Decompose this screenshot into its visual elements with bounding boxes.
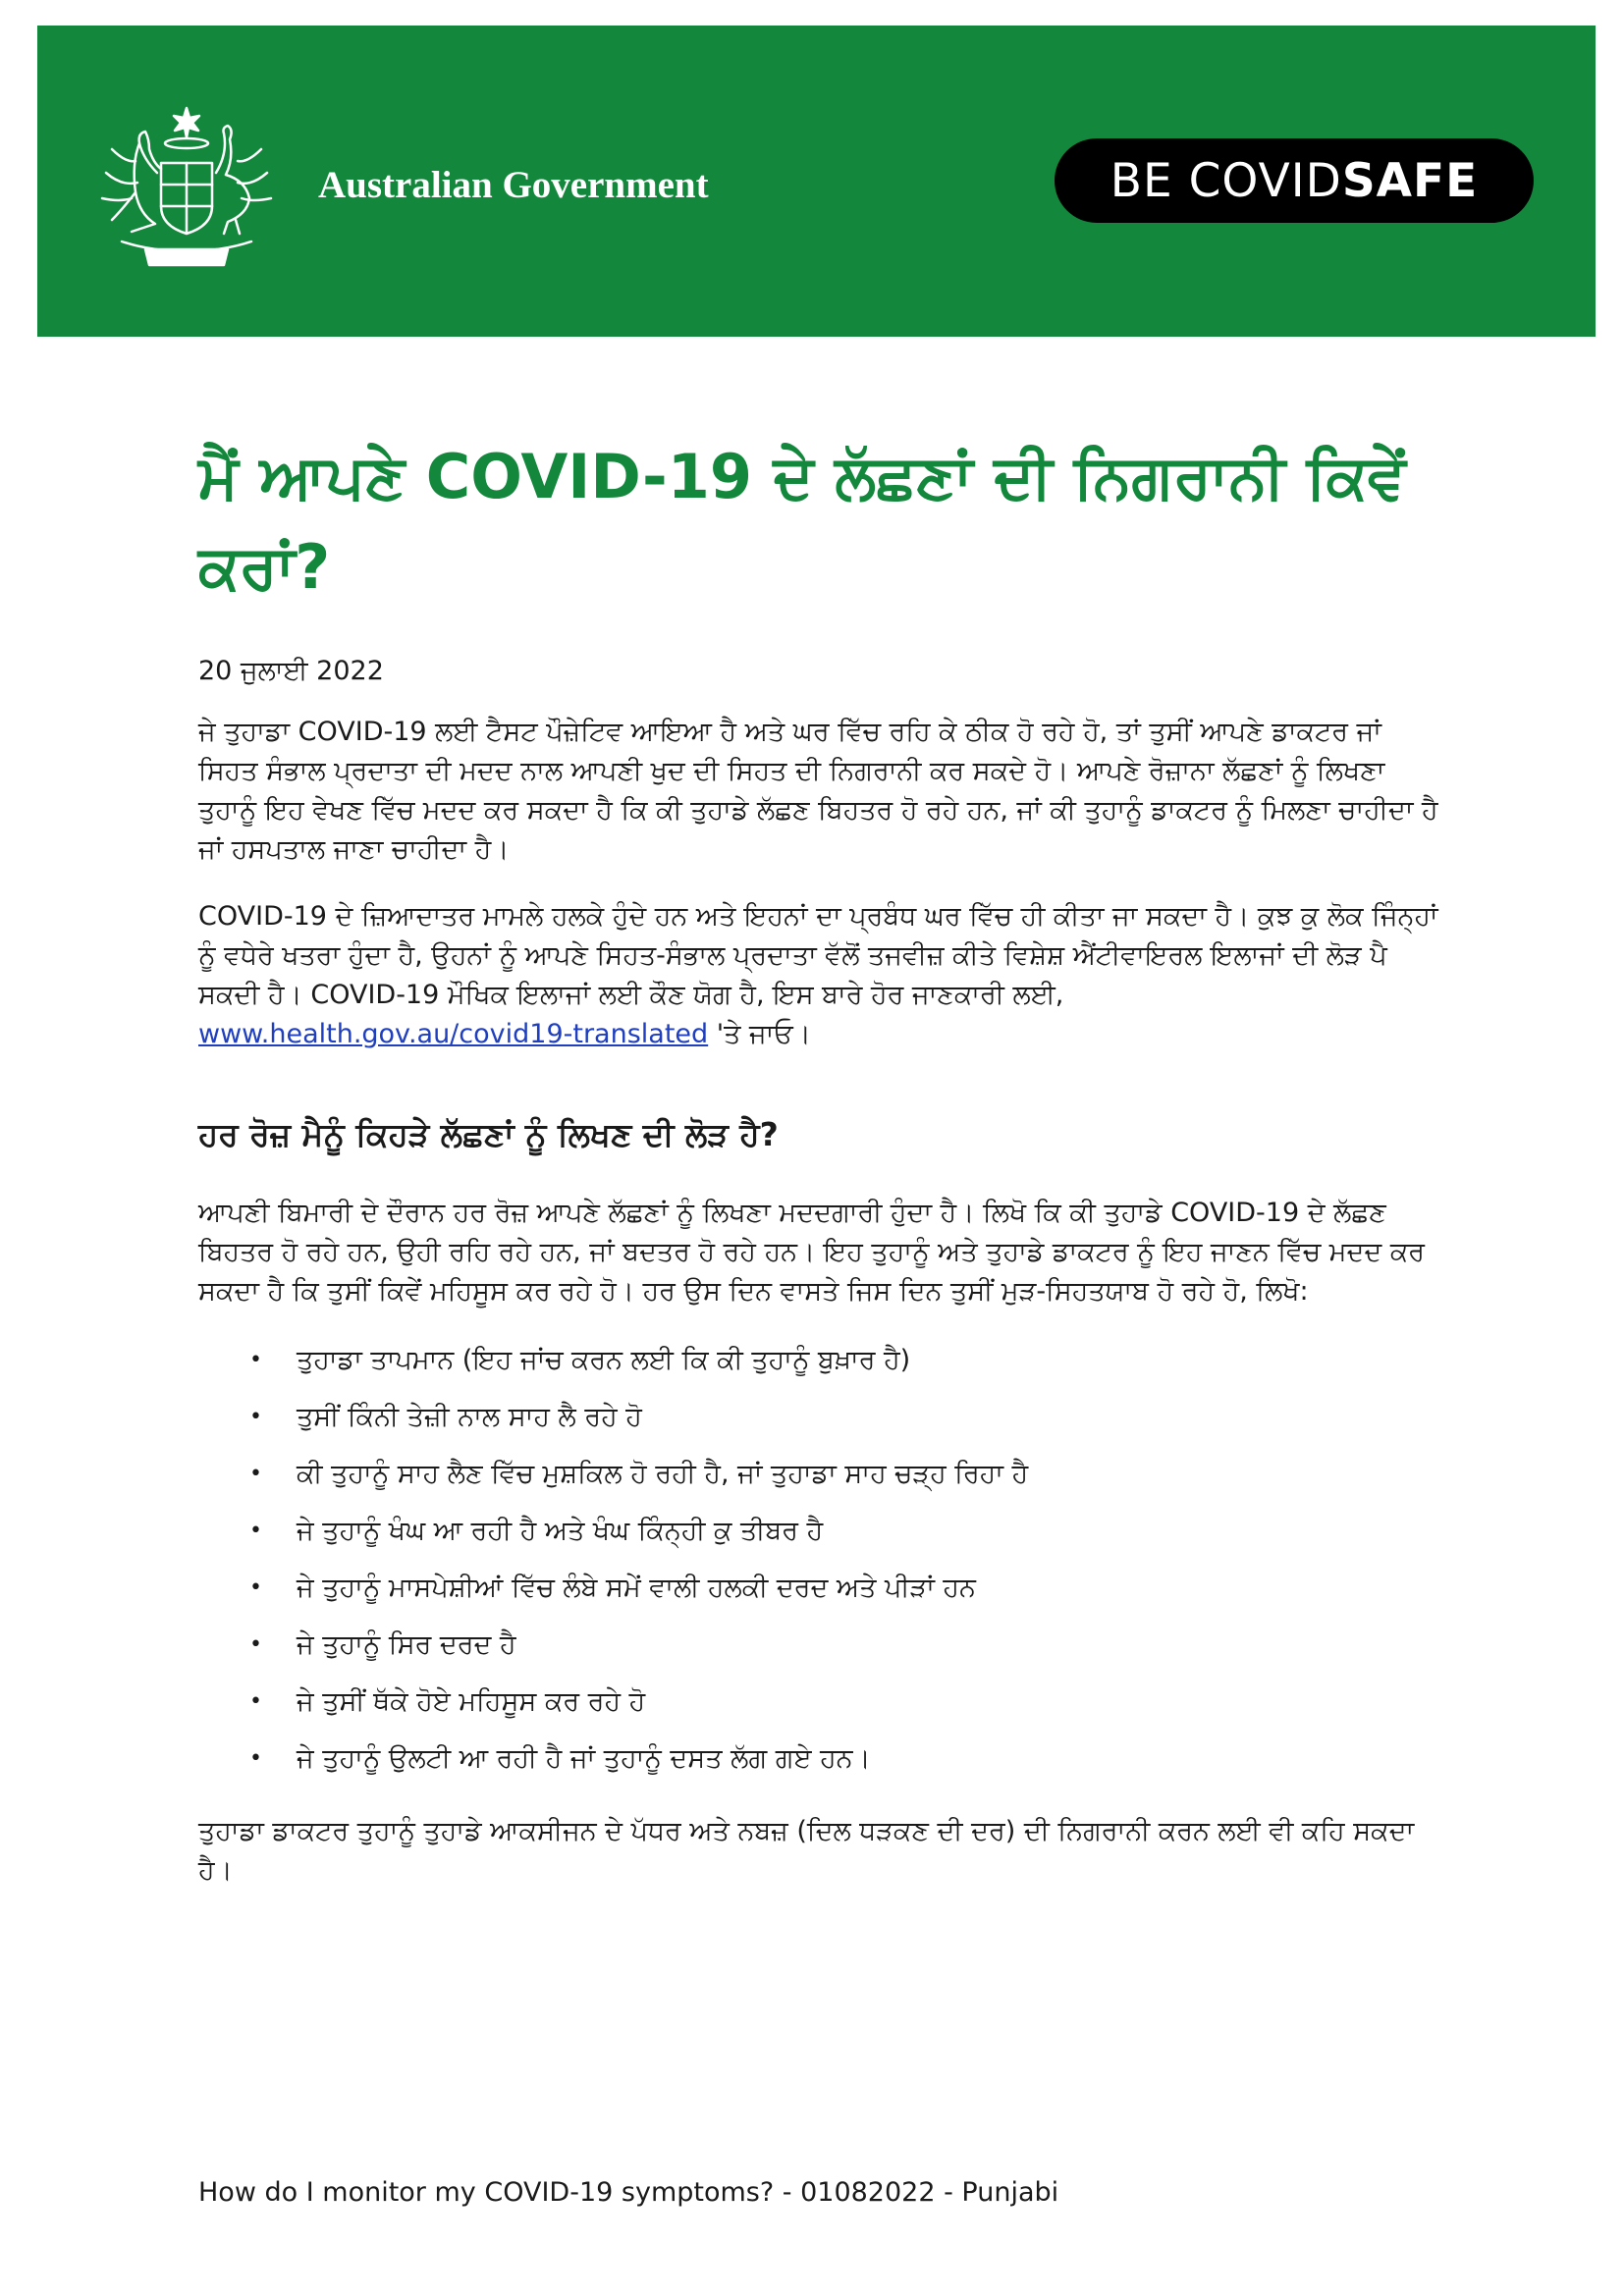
- list-item-text: ਜੇ ਤੁਹਾਨੂੰ ਖੰਘ ਆ ਰਹੀ ਹੈ ਅਤੇ ਖੰਘ ਕਿੰਨ੍ਹੀ ਕੁ ਤੀਬਰ ਹੈ: [297, 1516, 824, 1546]
- document-body: [198, 432, 1445, 1891]
- list-item-text: ਤੁਸੀਂ ਕਿੰਨੀ ਤੇਜ਼ੀ ਨਾਲ ਸਾਹ ਲੈ ਰਹੇ ਹੋ: [297, 1402, 642, 1432]
- list-item: [249, 1398, 1445, 1437]
- intro-paragraph-2-text: COVID-19 ਦੇ ਜ਼ਿਆਦਾਤਰ ਮਾਮਲੇ ਹਲਕੇ ਹੁੰਦੇ ਹਨ ਅਤੇ ਇਹਨਾਂ ਦਾ ਪ੍ਰਬੰਧ ਘਰ ਵਿੱਚ ਹੀ ਕੀਤਾ ਜਾ ਸਕਦਾ ਹੈ। ਕੁਝ ਕੁ ਲੋਕ ਜਿੰਨ੍ਹਾਂ ਨੂੰ ਵਧੇਰੇ ਖਤਰਾ ਹੁੰਦਾ ਹੈ, ਉਹਨਾਂ ਨੂੰ ਆਪਣੇ ਸਿਹਤ-ਸੰਭਾਲ ਪ੍ਰਦਾਤਾ ਵੱਲੋਂ ਤਜਵੀਜ਼ ਕੀਤੇ ਵਿਸ਼ੇਸ਼ ਐਂਟੀਵਾਇਰਲ ਇਲਾਜਾਂ ਦੀ ਲੋੜ ਪੈ ਸਕਦੀ ਹੈ। COVID-19 ਮੌਖਿਕ ਇਲਾਜਾਂ ਲਈ ਕੌਣ ਯੋਗ ਹੈ, ਇਸ ਬਾਰੇ ਹੋਰ ਜਾਣਕਾਰੀ ਲਈ,: [198, 901, 1438, 1010]
- section-paragraph: ਆਪਣੀ ਬਿਮਾਰੀ ਦੇ ਦੌਰਾਨ ਹਰ ਰੋਜ਼ ਆਪਣੇ ਲੱਛਣਾਂ ਨੂੰ ਲਿਖਣਾ ਮਦਦਗਾਰੀ ਹੁੰਦਾ ਹੈ। ਲਿਖੋ ਕਿ ਕੀ ਤੁਹਾਡੇ COVID-19 ਦੇ ਲੱਛਣ ਬਿਹਤਰ ਹੋ ਰਹੇ ਹਨ, ਉਹੀ ਰਹਿ ਰਹੇ ਹਨ, ਜਾਂ ਬਦਤਰ ਹੋ ਰਹੇ ਹਨ। ਇਹ ਤੁਹਾਨੂੰ ਅਤੇ ਤੁਹਾਡੇ ਡਾਕਟਰ ਨੂੰ ਇਹ ਜਾਣਨ ਵਿੱਚ ਮਦਦ ਕਰ ਸਕਦਾ ਹੈ ਕਿ ਤੁਸੀਂ ਕਿਵੇਂ ਮਹਿਸੂਸ ਕਰ ਰਹੇ ਹੋ। ਹਰ ਉਸ ਦਿਨ ਵਾਸਤੇ ਜਿਸ ਦਿਨ ਤੁਸੀਂ ਮੁੜ-ਸਿਹਤਯਾਬ ਹੋ ਰਹੇ ਹੋ, ਲਿਖੋ:: [198, 1198, 1426, 1307]
- bullet-icon: •: [249, 1519, 262, 1543]
- bullet-icon: •: [249, 1348, 262, 1372]
- list-item: [249, 1512, 1445, 1551]
- intro-paragraph-2: [198, 897, 1445, 1054]
- government-name: Australian Government: [318, 164, 709, 206]
- intro-paragraph-1: ਜੇ ਤੁਹਾਡਾ COVID-19 ਲਈ ਟੈਸਟ ਪੌਜ਼ੇਟਿਵ ਆਇਆ ਹੈ ਅਤੇ ਘਰ ਵਿੱਚ ਰਹਿ ਕੇ ਠੀਕ ਹੋ ਰਹੇ ਹੋ, ਤਾਂ ਤੁਸੀਂ ਆਪਣੇ ਡਾਕਟਰ ਜਾਂ ਸਿਹਤ ਸੰਭਾਲ ਪ੍ਰਦਾਤਾ ਦੀ ਮਦਦ ਨਾਲ ਆਪਣੀ ਖੁਦ ਦੀ ਸਿਹਤ ਦੀ ਨਿਗਰਾਨੀ ਕਰ ਸਕਦੇ ਹੋ। ਆਪਣੇ ਰੋਜ਼ਾਨਾ ਲੱਛਣਾਂ ਨੂੰ ਲਿਖਣਾ ਤੁਹਾਨੂੰ ਇਹ ਵੇਖਣ ਵਿੱਚ ਮਦਦ ਕਰ ਸਕਦਾ ਹੈ ਕਿ ਕੀ ਤੁਹਾਡੇ ਲੱਛਣ ਬਿਹਤਰ ਹੋ ਰਹੇ ਹਨ, ਜਾਂ ਕੀ ਤੁਹਾਨੂੰ ਡਾਕਟਰ ਨੂੰ ਮਿਲਣਾ ਚਾਹੀਦਾ ਹੈ ਜਾਂ ਹਸਪਤਾਲ ਜਾਣਾ ਚਾਹੀਦਾ ਹੈ।: [198, 717, 1438, 865]
- link-suffix: 'ਤੇ ਜਾਓ।: [708, 1019, 811, 1049]
- header-banner: [37, 26, 1596, 337]
- page-footer: How do I monitor my COVID-19 symptoms? - 01082022 - Punjabi: [198, 2177, 1059, 2208]
- list-item: [249, 1626, 1445, 1665]
- section-heading: ਹਰ ਰੋਜ਼ ਮੈਨੂੰ ਕਿਹੜੇ ਲੱਛਣਾਂ ਨੂੰ ਲਿਖਣ ਦੀ ਲੋੜ ਹੈ?: [198, 1115, 779, 1153]
- symptom-list: [198, 1341, 1445, 1779]
- list-item: [249, 1569, 1445, 1608]
- list-item: [249, 1682, 1445, 1722]
- bullet-icon: •: [249, 1632, 262, 1657]
- be-covidsafe-badge: [1055, 138, 1534, 223]
- list-item-text: ਜੇ ਤੁਹਾਨੂੰ ਉਲਟੀ ਆ ਰਹੀ ਹੈ ਜਾਂ ਤੁਹਾਨੂੰ ਦਸਤ ਲੱਗ ਗਏ ਹਨ।: [297, 1743, 871, 1774]
- publication-date: 20 ਜੁਲਾਈ 2022: [198, 656, 384, 686]
- list-item-text: ਜੇ ਤੁਹਾਨੂੰ ਸਿਰ ਦਰਦ ਹੈ: [297, 1629, 516, 1660]
- list-item: [249, 1739, 1445, 1779]
- list-item: [249, 1341, 1445, 1380]
- list-item-text: ਤੁਹਾਡਾ ਤਾਪਮਾਨ (ਇਹ ਜਾਂਚ ਕਰਨ ਲਈ ਕਿ ਕੀ ਤੁਹਾਨੂੰ ਬੁਖ਼ਾਰ ਹੈ): [297, 1345, 911, 1375]
- bullet-icon: •: [249, 1689, 262, 1714]
- page-title: ਮੈਂ ਆਪਣੇ COVID-19 ਦੇ ਲੱਛਣਾਂ ਦੀ ਨਿਗਰਾਨੀ ਕਿਵੇਂ ਕਰਾਂ?: [198, 441, 1406, 603]
- list-item-text: ਕੀ ਤੁਹਾਨੂੰ ਸਾਹ ਲੈਣ ਵਿੱਚ ਮੁਸ਼ਕਿਲ ਹੋ ਰਹੀ ਹੈ, ਜਾਂ ਤੁਹਾਡਾ ਸਾਹ ਚੜ੍ਹ ਰਿਹਾ ਹੈ: [297, 1459, 1029, 1489]
- bullet-icon: •: [249, 1405, 262, 1429]
- health-translated-link[interactable]: www.health.gov.au/covid19-translated: [198, 1019, 709, 1049]
- list-item-text: ਜੇ ਤੁਹਾਨੂੰ ਮਾਸਪੇਸ਼ੀਆਂ ਵਿੱਚ ਲੰਬੇ ਸਮੇਂ ਵਾਲੀ ਹਲਕੀ ਦਰਦ ਅਤੇ ਪੀੜਾਂ ਹਨ: [297, 1573, 976, 1603]
- badge-text-regular: BE COVID: [1110, 153, 1342, 208]
- bullet-icon: •: [249, 1746, 262, 1771]
- bullet-icon: •: [249, 1462, 262, 1486]
- closing-paragraph: ਤੁਹਾਡਾ ਡਾਕਟਰ ਤੁਹਾਨੂੰ ਤੁਹਾਡੇ ਆਕਸੀਜਨ ਦੇ ਪੱਧਰ ਅਤੇ ਨਬਜ਼ (ਦਿਲ ਧੜਕਣ ਦੀ ਦਰ) ਦੀ ਨਿਗਰਾਨੀ ਕਰਨ ਲਈ ਵੀ ਕਹਿ ਸਕਦਾ ਹੈ।: [198, 1816, 1415, 1886]
- list-item-text: ਜੇ ਤੁਸੀਂ ਥੱਕੇ ਹੋਏ ਮਹਿਸੂਸ ਕਰ ਰਹੇ ਹੋ: [297, 1686, 646, 1717]
- list-item: [249, 1455, 1445, 1494]
- badge-text-bold: SAFE: [1341, 153, 1479, 208]
- bullet-icon: •: [249, 1575, 262, 1600]
- coat-of-arms-icon: [92, 104, 281, 273]
